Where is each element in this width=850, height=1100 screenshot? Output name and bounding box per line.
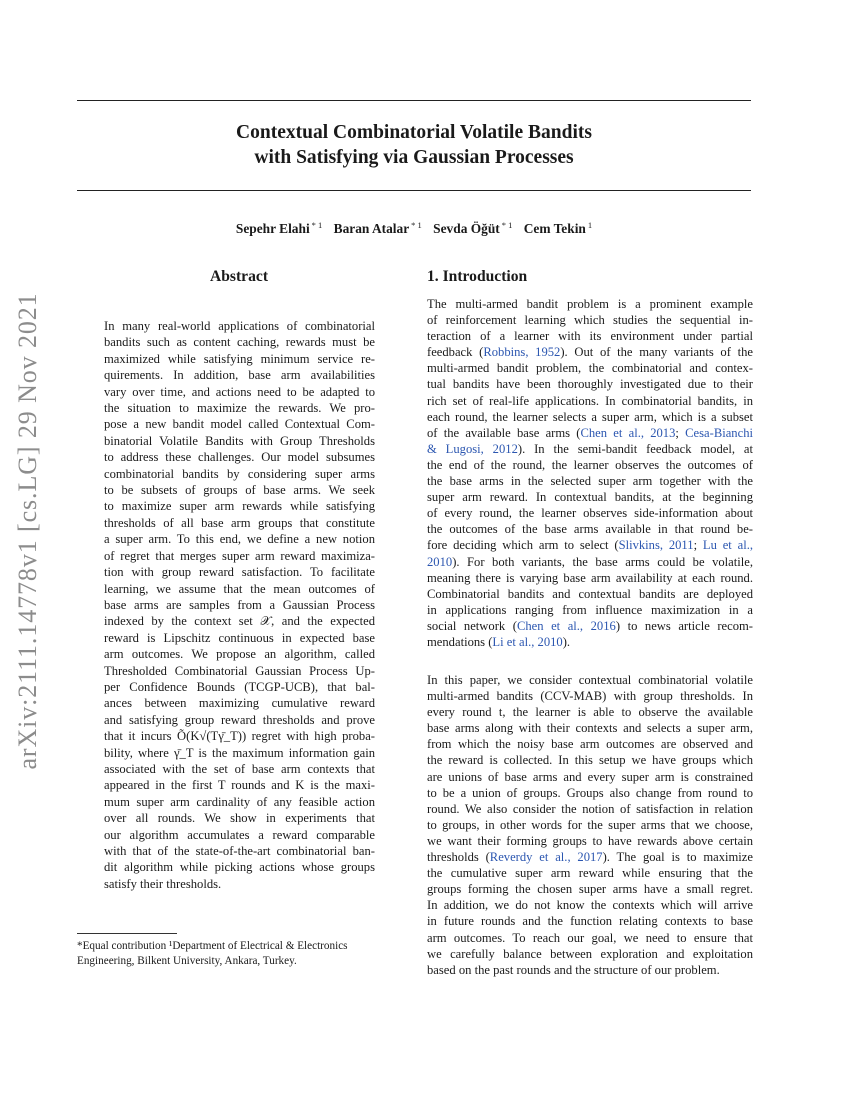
- text-line: and satisfying group reward thresholds and prove: [104, 712, 375, 727]
- text-line: from which the noisy base arm outcomes are observed and: [427, 737, 753, 752]
- text-line: learning, we assume that the mean outcomes of: [104, 581, 375, 596]
- author-name: Baran Atalar: [333, 221, 410, 236]
- text-line: to maximize super arm rewards while satisfying: [104, 499, 375, 514]
- text-line: quirements. In addition, base arm availabilities: [104, 368, 375, 383]
- text-line: the situation to maximize the rewards. We pro-: [104, 401, 375, 416]
- author: [524, 221, 592, 236]
- text-line: binatorial Volatile Bandits with Group Thresholds: [104, 433, 375, 448]
- arxiv-identifier: [8, 292, 48, 770]
- author: [334, 221, 422, 236]
- text-line: In addition, we do not know the contexts which will arrive: [427, 898, 753, 913]
- text-line: we want their forming groups to have rewards above certain: [427, 833, 753, 848]
- text-line: to be subsets of groups of base arms. We seek: [104, 483, 375, 498]
- text-line: are unions of base arms and every super arm is constrained: [427, 769, 753, 784]
- text-line: social network (Chen et al., 2016) to news article recom-: [427, 618, 753, 633]
- author-affiliation-mark: * 1: [501, 220, 513, 230]
- text-line: super arm reward. In contextual bandits, at the beginning: [427, 490, 753, 505]
- text-line: multi-armed bandit problem, the combinatorial and contex-: [427, 361, 753, 376]
- text-line: arm outcomes. We propose an algorithm, called: [104, 647, 375, 662]
- text-line: our algorithm accumulates a reward comparable: [104, 827, 375, 842]
- text-line: bandits such as content caching, rewards must be: [104, 335, 375, 350]
- text-line: ances between maximizing cumulative reward: [104, 696, 375, 711]
- text-line: a super arm. To this end, we define a new notion: [104, 532, 375, 547]
- text-line: groups forming the chosen super arms have a small regret.: [427, 882, 753, 897]
- introduction-heading: 1. Introduction: [427, 268, 528, 285]
- text-line: base arms along with their contexts and selects a super arm,: [427, 721, 753, 736]
- text-line: In many real-world applications of combinatorial: [104, 319, 375, 333]
- author-affiliation-mark: * 1: [411, 220, 422, 230]
- text-line: thresholds (Reverdy et al., 2017). The goal is to maximize: [427, 850, 753, 865]
- footnote: [77, 939, 407, 969]
- text-line: we carefully balance between exploration and exploitation: [427, 946, 753, 961]
- author-name: Sepehr Elahi: [235, 221, 310, 236]
- text-line: tual bandits have been thoroughly investigated due to their: [427, 377, 753, 392]
- author-affiliation-mark: * 1: [311, 220, 323, 230]
- introduction-paragraph-2: [427, 672, 753, 978]
- text-line: teraction of a learner with its environment under partial: [427, 329, 753, 344]
- text-line: In this paper, we consider contextual combinatorial volatile: [427, 673, 753, 687]
- footnote-line: *Equal contribution ¹Department of Electrical & Electronics: [77, 940, 348, 952]
- text-line: pose a new bandit model called Contextual Com-: [104, 417, 375, 432]
- text-line: associated with the set of base arm contexts that: [104, 761, 375, 776]
- text-line: arm outcomes. To reach our goal, we need to ensure that: [427, 930, 753, 945]
- text-line: combinatorial bandits by considering super arms: [104, 466, 375, 481]
- text-line: mendations (Li et al., 2010).: [427, 634, 571, 649]
- text-line: round. We also consider the notion of satisfaction in relation: [427, 801, 753, 816]
- text-line: fore deciding which arm to select (Slivkins, 2011; Lu et al.,: [427, 538, 753, 553]
- text-line: reward is Lipschitz continuous in expected base: [104, 630, 375, 645]
- text-line: with that of the state-of-the-art combinatorial ban-: [104, 844, 375, 858]
- text-line: indexed by the context set 𝒳, and the expected: [104, 614, 375, 629]
- text-line: 2010). For both variants, the base arms could be volatile,: [427, 554, 753, 569]
- text-line: Thresholded Combinatorial Gaussian Process Up-: [104, 663, 375, 678]
- title-bottom-rule: [77, 190, 751, 191]
- title-line-1: Contextual Combinatorial Volatile Bandits: [236, 122, 592, 143]
- title-top-rule: [77, 100, 751, 101]
- text-line: The multi-armed bandit problem is a prominent example: [427, 297, 753, 311]
- text-line: in applications ranging from influence maximization in a: [427, 602, 753, 617]
- text-line: maximized while satisfying minimum service re-: [104, 351, 375, 366]
- text-line: feedback (Robbins, 1952). Out of the many variants of the: [427, 345, 753, 360]
- text-line: to be a union of groups. Groups also change from round to: [427, 785, 753, 800]
- text-line: to address these challenges. Our model subsumes: [104, 450, 375, 465]
- text-line: base arms are samples from a Gaussian Process: [104, 597, 375, 612]
- footnote-rule: [77, 933, 177, 934]
- text-line: the cumulative super arm reward while ensuring that the: [427, 866, 753, 881]
- text-line: the outcomes of the base arms available in that round be-: [427, 522, 753, 537]
- abstract-heading: Abstract: [209, 268, 269, 285]
- text-line: vary over time, and actions need to be adapted to: [104, 384, 375, 399]
- text-line: dit algorithm while picking actions whose groups: [104, 860, 375, 875]
- text-line: satisfy their thresholds.: [104, 876, 222, 891]
- text-line: thresholds of all base arm groups that constitute: [104, 515, 375, 530]
- text-line: tion with group reward satisfaction. To facilitate: [104, 565, 375, 580]
- footnote-line: Engineering, Bilkent University, Ankara, Turkey.: [77, 955, 297, 967]
- text-line: multi-armed bandits (CCV-MAB) with group thresholds. In: [427, 689, 753, 704]
- author-list: [77, 220, 751, 237]
- text-line: every round t, the learner is able to observe the available: [427, 705, 753, 720]
- author-affiliation-mark: 1: [587, 220, 593, 230]
- text-line: of every round, the learner observes side-information about: [427, 506, 753, 521]
- introduction-paragraph-1: [427, 296, 753, 650]
- text-line: the end of the round, the learner observes the outcomes of: [427, 457, 753, 472]
- text-line: meaning there is varying base arm availability at each round.: [427, 570, 753, 585]
- text-line: over all rounds. We show in experiments that: [104, 811, 375, 826]
- text-line: that it incurs Õ(K√(Tγ̄_T)) regret with high proba-: [104, 729, 375, 744]
- text-line: the base arms in the selected super arm together with the: [427, 474, 753, 489]
- title-line-2: with Satisfying via Gaussian Processes: [254, 147, 574, 168]
- text-line: of the available base arms (Chen et al., 2013; Cesa-Bianchi: [427, 425, 753, 440]
- arxiv-identifier-text: arXiv:2111.14778v1 [cs.LG] 29 Nov 2021: [13, 292, 42, 770]
- text-line: Combinatorial bandits and contextual bandits are deployed: [427, 586, 753, 601]
- text-line: of regret that merges super arm reward maximiza-: [104, 548, 375, 563]
- author-name: Sevda Öğüt: [433, 221, 500, 236]
- author-name: Cem Tekin: [523, 221, 586, 236]
- text-line: bility, where γ̄_T is the maximum information gain: [104, 745, 375, 760]
- text-line: appeared in the first T rounds and K is the maxi-: [104, 778, 375, 793]
- text-line: of reinforcement learning which studies the sequential in-: [427, 313, 753, 328]
- text-line: each round, the learner selects a super arm, which is a subset: [427, 409, 753, 424]
- text-line: the reward is collected. In this setup we have groups which: [427, 753, 753, 768]
- text-line: to groups, in other words for the super arms that we choose,: [427, 817, 753, 832]
- text-line: in future rounds and the function relating contexts to base: [427, 914, 753, 929]
- author: [433, 221, 512, 236]
- abstract-body: [104, 318, 375, 892]
- paper-title: [77, 120, 751, 170]
- text-line: rich set of real-life applications. In combinatorial bandits, in: [427, 393, 753, 408]
- text-line: mum super arm cardinality of any feasible action: [104, 794, 375, 809]
- author: [236, 221, 322, 236]
- text-line: per Confidence Bounds (TCGP-UCB), that bal-: [104, 679, 375, 694]
- text-line: & Lugosi, 2012). In the semi-bandit feedback model, at: [427, 441, 753, 456]
- text-line: based on the past rounds and the structure of our problem.: [427, 962, 720, 977]
